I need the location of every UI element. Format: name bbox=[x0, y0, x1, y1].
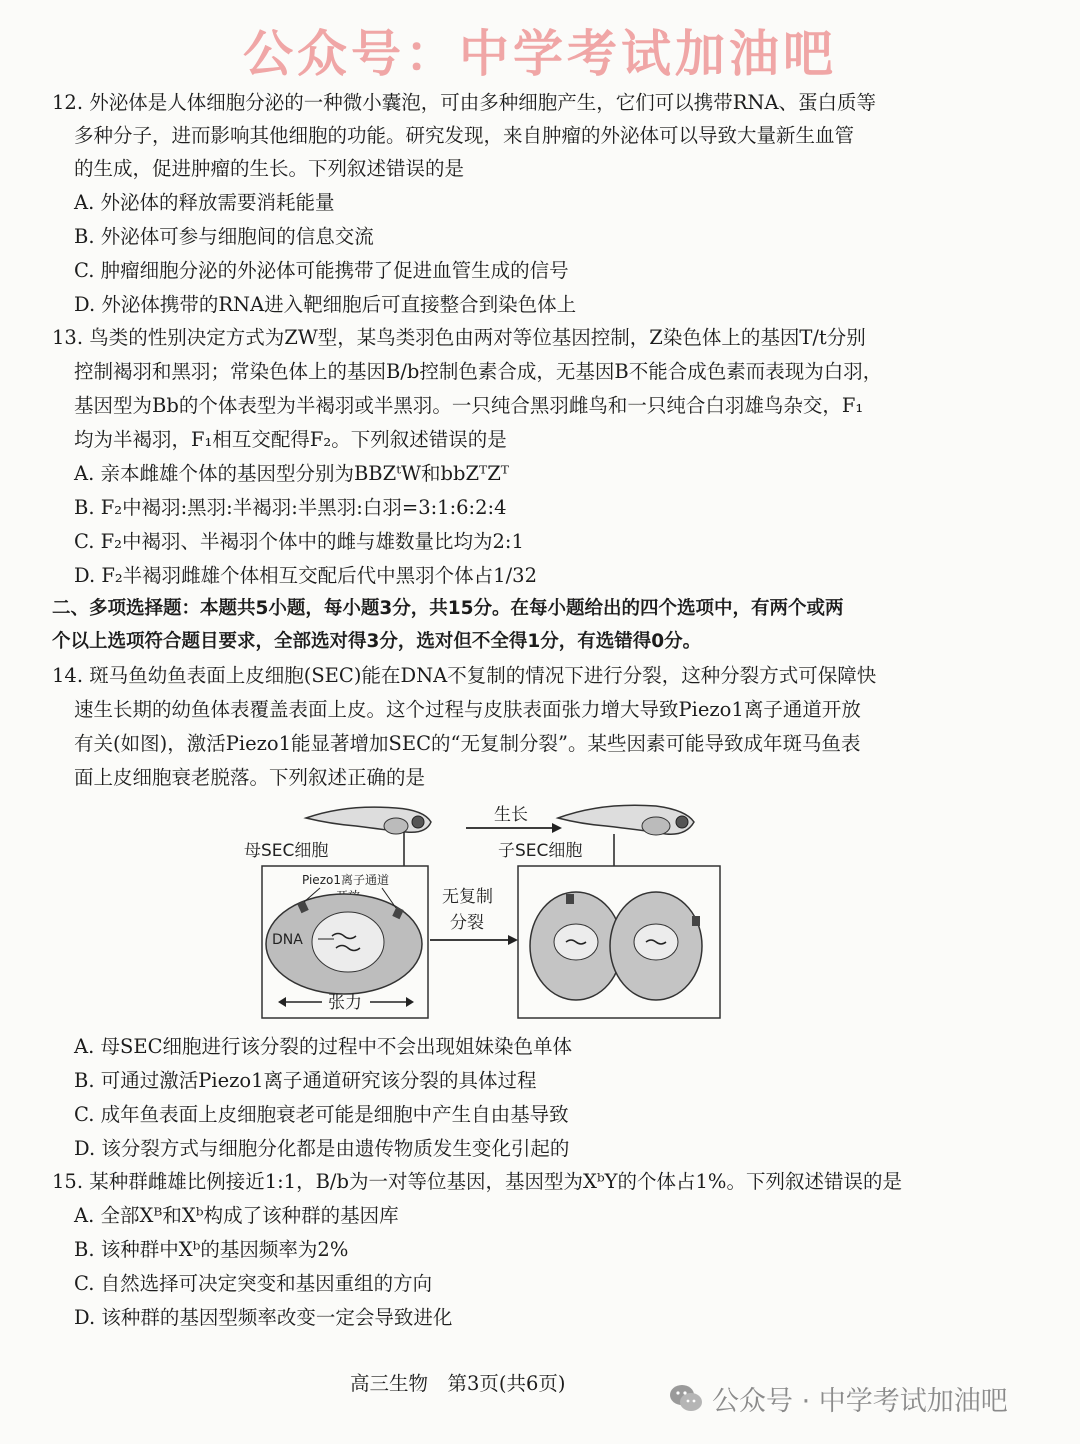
tension-label: 张力 bbox=[328, 993, 362, 1013]
q14-option-b: B. 可通过激活Piezo1离子通道研究该分裂的具体过程 bbox=[74, 1069, 537, 1092]
dna-label: DNA bbox=[272, 932, 303, 948]
q12-line-2: 多种分子，进而影响其他细胞的功能。研究发现，来自肿瘤的外泌体可以导致大量新生血管 bbox=[74, 124, 855, 147]
q14-line-3: 有关(如图)，激活Piezo1能显著增加SEC的“无复制分裂”。某些因素可能导致成年斑马鱼表 bbox=[74, 732, 861, 755]
q12-line-3: 的生成，促进肿瘤的生长。下列叙述错误的是 bbox=[74, 157, 465, 180]
q12-option-d: D. 外泌体携带的RNA进入靶细胞后可直接整合到染色体上 bbox=[74, 293, 577, 316]
piezo1-channel bbox=[566, 894, 574, 904]
q12-option-c: C. 肿瘤细胞分泌的外泌体可能携带了促进血管生成的信号 bbox=[74, 259, 569, 282]
q13-option-b: B. F₂中褐羽:黑羽:半褐羽:半黑羽:白羽=3:1:6:2:4 bbox=[74, 496, 507, 519]
q15-option-a: A. 全部Xᴮ和Xᵇ构成了该种群的基因库 bbox=[74, 1204, 399, 1227]
mother-fish bbox=[306, 807, 431, 834]
mother-nucleus bbox=[312, 912, 384, 972]
q15-option-c: C. 自然选择可决定突变和基因重组的方向 bbox=[74, 1272, 433, 1295]
q13-option-c: C. F₂中褐羽、半褐羽个体中的雌与雄数量比均为2:1 bbox=[74, 530, 524, 553]
q13-line-1: 13. 鸟类的性别决定方式为ZW型，某鸟类羽色由两对等位基因控制，Z染色体上的基因T/t分别 bbox=[52, 326, 866, 349]
piezo1-label: Piezo1离子通道 bbox=[302, 873, 389, 887]
wechat-icon bbox=[668, 1380, 704, 1416]
growth-label: 生长 bbox=[494, 805, 528, 825]
watermark-bottom bbox=[668, 1378, 1008, 1418]
q14-option-d: D. 该分裂方式与细胞分化都是由遗传物质发生变化引起的 bbox=[74, 1137, 570, 1160]
q14-line-1: 14. 斑马鱼幼鱼表面上皮细胞(SEC)能在DNA不复制的情况下进行分裂，这种分裂方式可保障快 bbox=[52, 664, 877, 687]
page-footer: 高三生物 第3页(共6页) bbox=[350, 1372, 566, 1395]
daughter-fish bbox=[558, 805, 694, 835]
sec-division-figure bbox=[236, 796, 736, 1026]
q13-line-2: 控制褐羽和黑羽；常染色体上的基因B/b控制色素合成，无基因B不能合成色素而表现为白羽， bbox=[74, 360, 883, 383]
watermark-top: 公众号：中学考试加油吧 bbox=[243, 25, 837, 83]
q12-option-a: A. 外泌体的释放需要消耗能量 bbox=[74, 191, 335, 214]
piezo1-channel bbox=[692, 916, 700, 926]
q13-option-a: A. 亲本雌雄个体的基因型分别为BBZᵗW和bbZᵀZᵀ bbox=[74, 462, 509, 485]
division-label-1: 无复制 bbox=[442, 887, 493, 907]
section2-line-1: 二、多项选择题：本题共5小题，每小题3分，共15分。在每小题给出的四个选项中，有两个或两 bbox=[52, 598, 844, 619]
q15-line-1: 15. 某种群雌雄比例接近1:1，B/b为一对等位基因，基因型为XᵇY的个体占1%。下列叙述错误的是 bbox=[52, 1170, 902, 1193]
watermark-bottom-text: 公众号 · 中学考试加油吧 bbox=[712, 1385, 1008, 1417]
q13-line-3: 基因型为Bb的个体表型为半褐羽或半黑羽。一只纯合黑羽雌鸟和一只纯合白羽雄鸟杂交，F₁ bbox=[74, 394, 864, 417]
daughter-sec-label: 子SEC细胞 bbox=[498, 841, 583, 861]
q14-line-2: 速生长期的幼鱼体表覆盖表面上皮。这个过程与皮肤表面张力增大导致Piezo1离子通道开放 bbox=[74, 698, 861, 721]
q12-option-b: B. 外泌体可参与细胞间的信息交流 bbox=[74, 225, 374, 248]
q15-option-d: D. 该种群的基因型频率改变一定会导致进化 bbox=[74, 1306, 453, 1329]
q14-option-a: A. 母SEC细胞进行该分裂的过程中不会出现姐妹染色单体 bbox=[74, 1035, 572, 1058]
section2-line-2: 个以上选项符合题目要求，全部选对得3分，选对但不全得1分，有选错得0分。 bbox=[52, 631, 702, 652]
q12-line-1: 12. 外泌体是人体细胞分泌的一种微小囊泡，可由多种细胞产生，它们可以携带RNA、蛋白质等 bbox=[52, 91, 877, 114]
q14-option-c: C. 成年鱼表面上皮细胞衰老可能是细胞中产生自由基导致 bbox=[74, 1103, 569, 1126]
q15-option-b: B. 该种群中Xᵇ的基因频率为2% bbox=[74, 1238, 349, 1261]
mother-sec-label: 母SEC细胞 bbox=[244, 841, 329, 861]
q14-line-4: 面上皮细胞衰老脱落。下列叙述正确的是 bbox=[74, 766, 426, 789]
division-label-2: 分裂 bbox=[450, 913, 484, 933]
q13-option-d: D. F₂半褐羽雌雄个体相互交配后代中黑羽个体占1/32 bbox=[74, 564, 537, 587]
q13-line-4: 均为半褐羽，F₁相互交配得F₂。下列叙述错误的是 bbox=[74, 428, 507, 451]
